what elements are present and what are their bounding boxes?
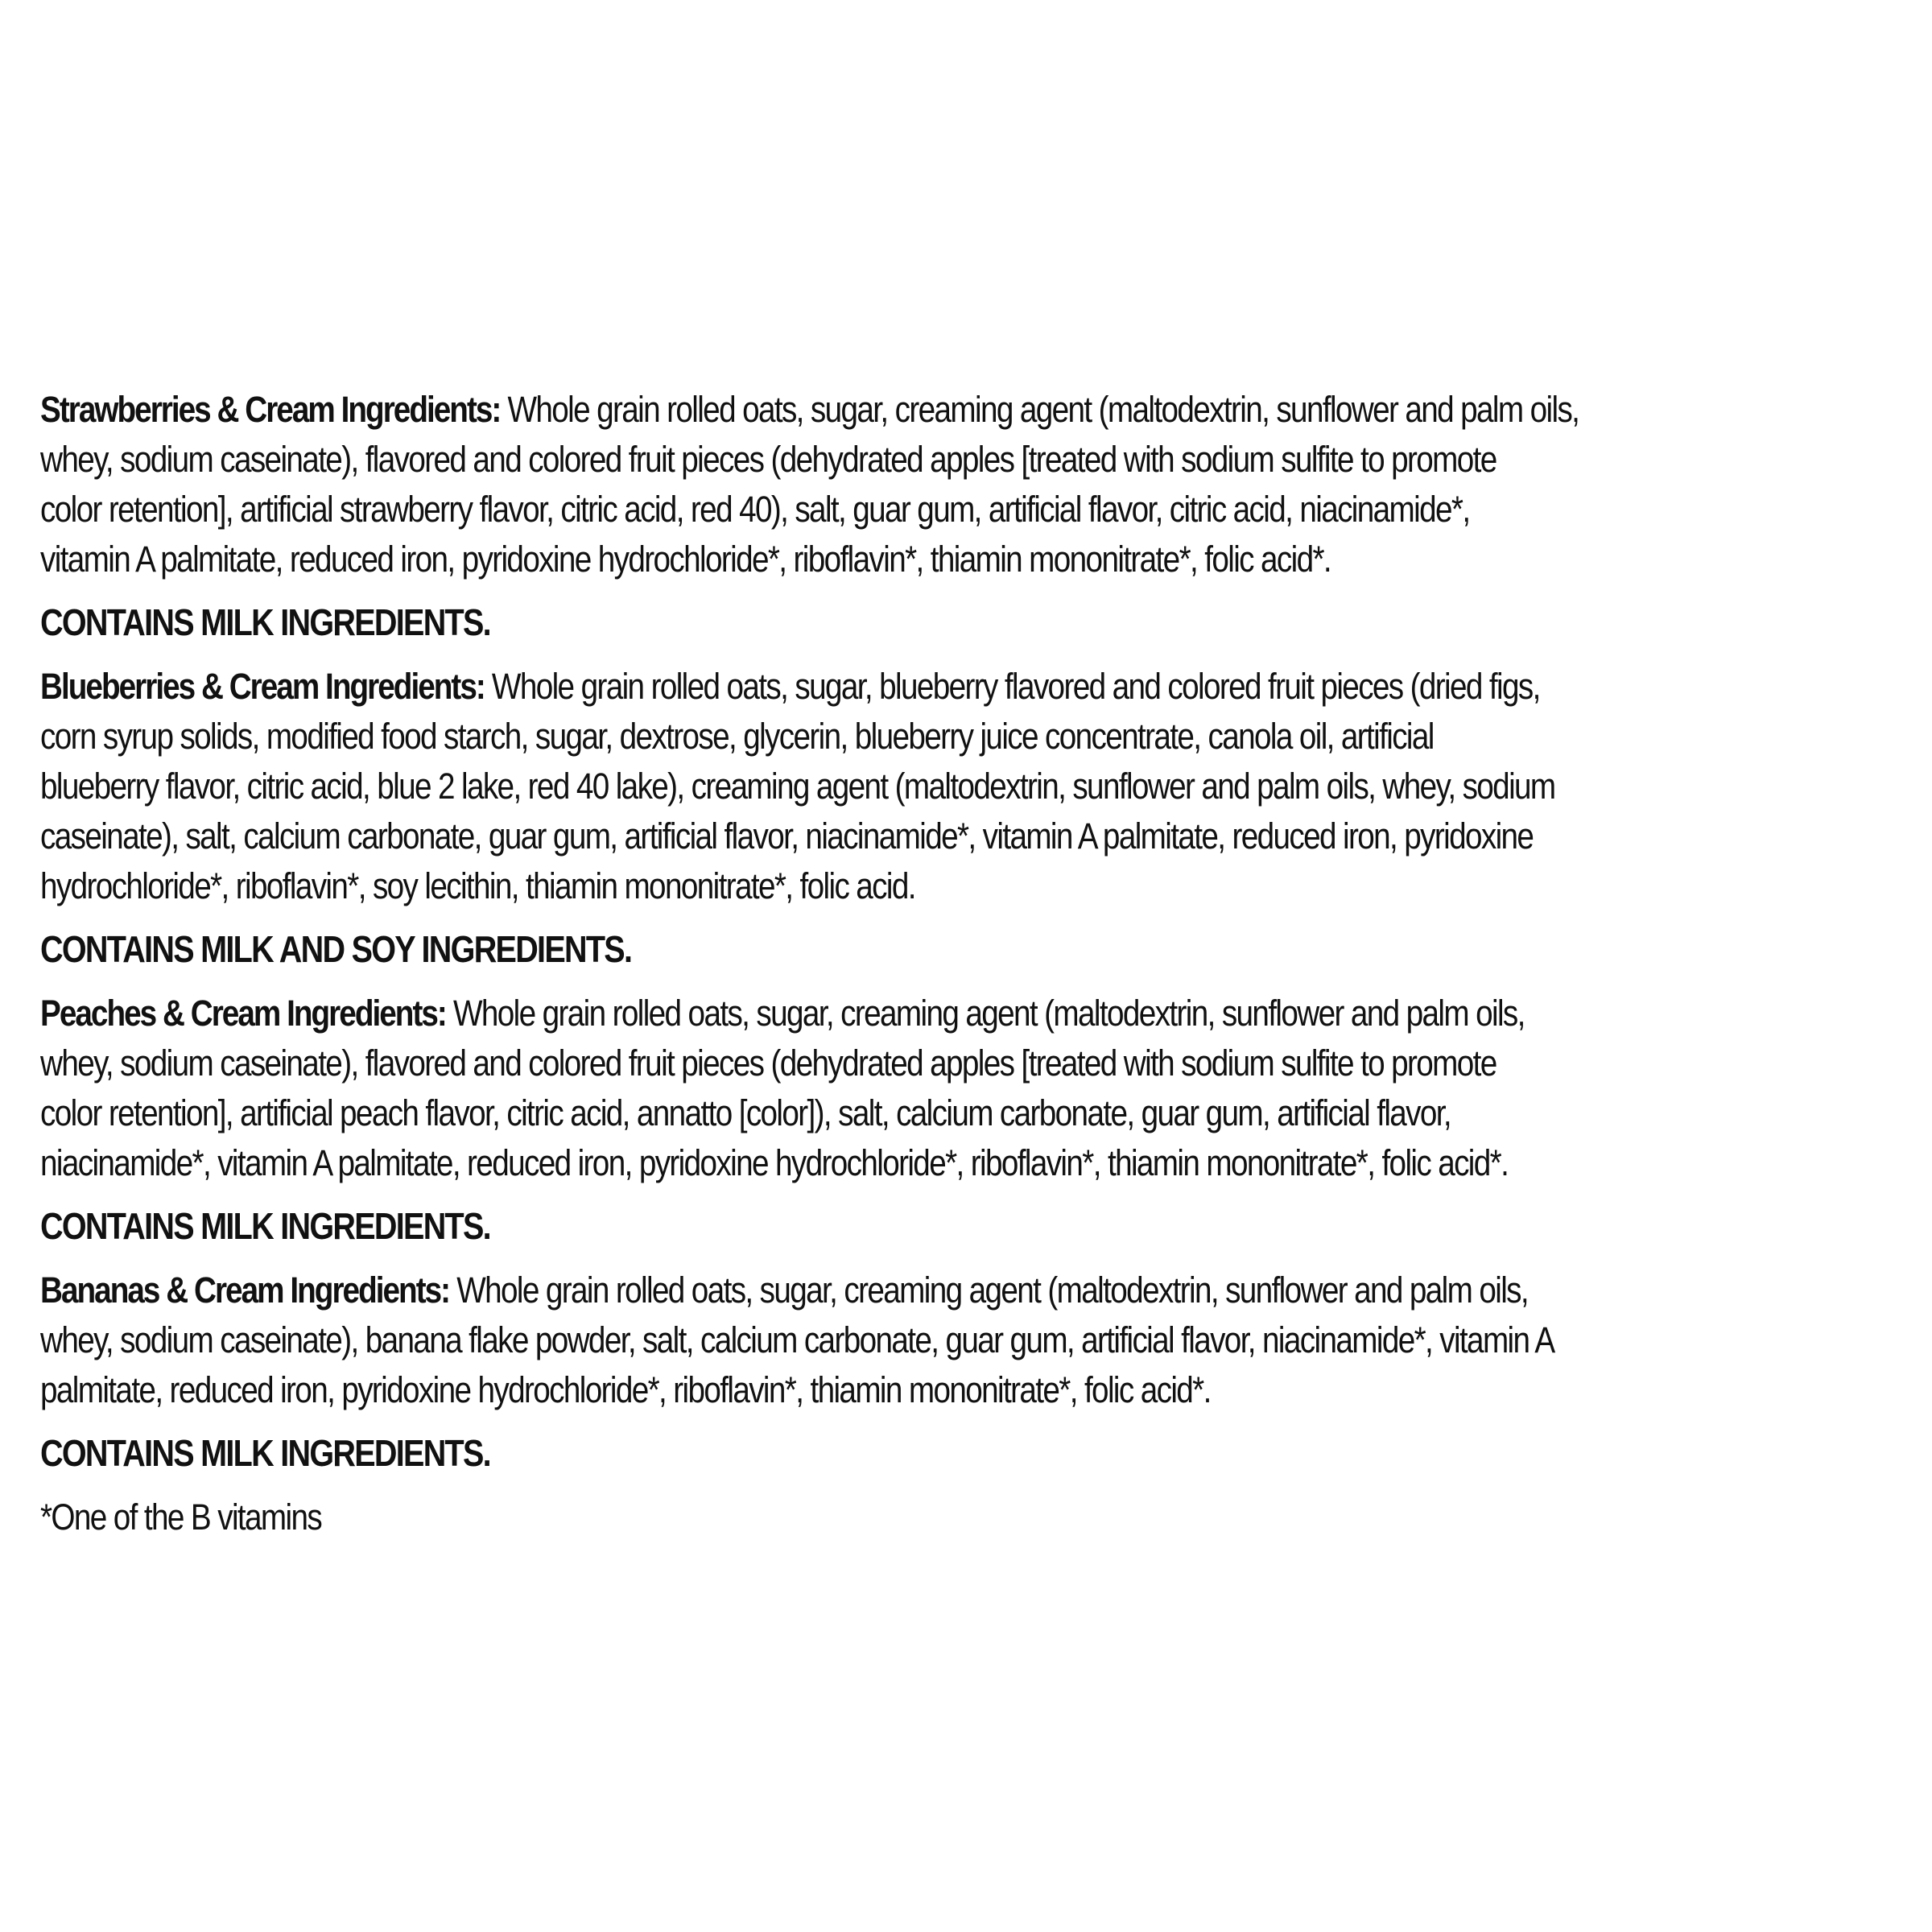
section-bananas-cream <box>40 1265 1908 1478</box>
ingredients-line: Whole grain rolled oats, sugar, blueberry flavored and colored fruit pieces (dried figs, <box>491 666 1540 707</box>
ingredients-line: color retention], artificial peach flavor, citric acid, annatto [color]), salt, calcium carbonate, guar gum, artificial flavor, <box>40 1092 1451 1133</box>
section-heading: Peaches & Cream Ingredients: <box>40 993 446 1034</box>
section-heading: Strawberries & Cream Ingredients: <box>40 389 501 430</box>
ingredients-line: vitamin A palmitate, reduced iron, pyridoxine hydrochloride*, riboflavin*, thiamin mononitrate*, folic acid*. <box>40 539 1331 580</box>
ingredients-paragraph <box>40 662 1896 911</box>
ingredients-line: palmitate, reduced iron, pyridoxine hydrochloride*, riboflavin*, thiamin mononitrate*, folic acid*. <box>40 1369 1211 1410</box>
ingredients-line: Whole grain rolled oats, sugar, creaming agent (maltodextrin, sunflower and palm oils, <box>456 1269 1529 1311</box>
ingredients-line: whey, sodium caseinate), flavored and colored fruit pieces (dehydrated apples [treated with sodium sulfite to promote <box>40 1042 1496 1084</box>
allergen-statement: CONTAINS MILK INGREDIENTS. <box>40 1205 490 1247</box>
allergen-statement: CONTAINS MILK INGREDIENTS. <box>40 1432 490 1474</box>
ingredients-line: hydrochloride*, riboflavin*, soy lecithin, thiamin mononitrate*, folic acid. <box>40 865 915 906</box>
ingredients-line: niacinamide*, vitamin A palmitate, reduced iron, pyridoxine hydrochloride*, riboflavin*, thiamin mononitrate*, folic acid*. <box>40 1142 1509 1183</box>
section-heading: Blueberries & Cream Ingredients: <box>40 666 485 707</box>
section-strawberries-cream <box>40 385 1908 647</box>
section-peaches-cream <box>40 989 1908 1251</box>
ingredients-line: corn syrup solids, modified food starch, sugar, dextrose, glycerin, blueberry juice concentrate, canola oil, artificial <box>40 716 1434 757</box>
section-blueberries-cream <box>40 662 1908 974</box>
ingredients-line: whey, sodium caseinate), flavored and colored fruit pieces (dehydrated apples [treated with sodium sulfite to promote <box>40 439 1496 480</box>
ingredients-line: color retention], artificial strawberry flavor, citric acid, red 40), salt, guar gum, artificial flavor, citric acid, niacinamide*, <box>40 489 1470 530</box>
ingredients-line: caseinate), salt, calcium carbonate, guar gum, artificial flavor, niacinamide*, vitamin A palmitate, reduced iron, pyridoxine <box>40 815 1534 857</box>
ingredients-line: Whole grain rolled oats, sugar, creaming agent (maltodextrin, sunflower and palm oils, <box>452 993 1525 1034</box>
allergen-statement: CONTAINS MILK INGREDIENTS. <box>40 601 490 643</box>
ingredients-paragraph <box>40 1265 1896 1415</box>
ingredients-paragraph <box>40 385 1896 584</box>
ingredients-paragraph <box>40 989 1896 1188</box>
allergen-statement: CONTAINS MILK AND SOY INGREDIENTS. <box>40 928 632 970</box>
ingredients-line: whey, sodium caseinate), banana flake powder, salt, calcium carbonate, guar gum, artificial flavor, niacinamide*, vitamin A <box>40 1319 1554 1360</box>
ingredients-line: Whole grain rolled oats, sugar, creaming agent (maltodextrin, sunflower and palm oils, <box>507 389 1579 430</box>
section-heading: Bananas & Cream Ingredients: <box>40 1269 450 1311</box>
ingredients-line: blueberry flavor, citric acid, blue 2 lake, red 40 lake), creaming agent (maltodextrin, sunflower and palm oils, whey, sodium <box>40 766 1555 807</box>
footnote: *One of the B vitamins <box>40 1496 322 1538</box>
ingredients-label <box>40 385 1908 1542</box>
